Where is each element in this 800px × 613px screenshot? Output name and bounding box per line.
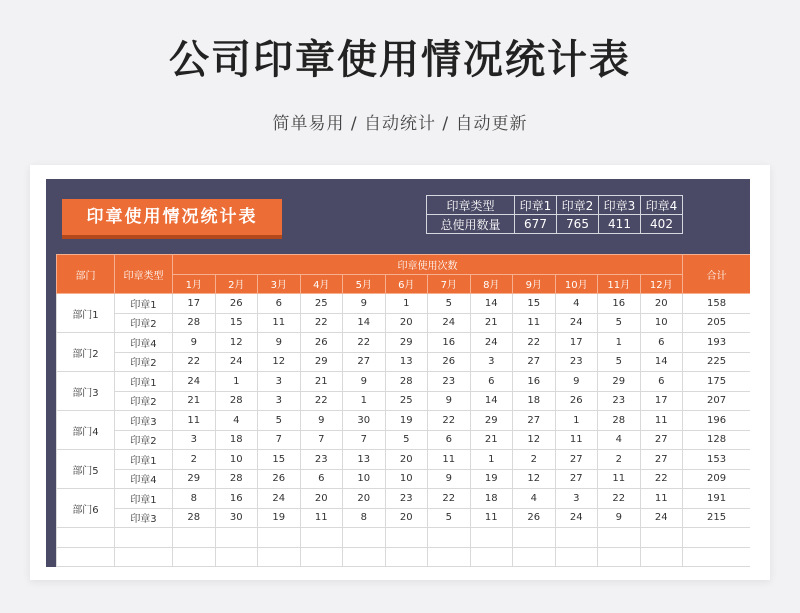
seal-type-cell[interactable]: 印章3 <box>115 508 173 528</box>
usage-cell[interactable]: 25 <box>385 391 428 411</box>
usage-cell[interactable]: 26 <box>215 294 258 314</box>
usage-cell[interactable]: 15 <box>513 294 556 314</box>
usage-cell[interactable]: 15 <box>215 313 258 333</box>
dept-cell[interactable]: 部门4 <box>57 411 115 450</box>
usage-cell[interactable]: 9 <box>173 333 216 353</box>
usage-cell[interactable]: 28 <box>215 391 258 411</box>
usage-cell[interactable]: 11 <box>640 411 683 431</box>
empty-cell[interactable] <box>300 528 343 548</box>
usage-cell[interactable]: 16 <box>428 333 471 353</box>
empty-cell[interactable] <box>428 547 471 567</box>
usage-cell[interactable]: 6 <box>428 430 471 450</box>
usage-cell[interactable]: 20 <box>300 489 343 509</box>
table-row <box>57 333 751 353</box>
summary-seal-1[interactable]: 印章1 <box>515 196 557 215</box>
table-row <box>57 372 751 392</box>
usage-cell[interactable]: 21 <box>173 391 216 411</box>
row-total-cell[interactable]: 196 <box>683 411 750 431</box>
usage-cell[interactable]: 18 <box>470 489 513 509</box>
empty-cell[interactable] <box>57 528 115 548</box>
usage-cell[interactable]: 22 <box>300 313 343 333</box>
usage-cell[interactable]: 8 <box>343 508 386 528</box>
header-month[interactable]: 6月 <box>385 274 428 294</box>
usage-cell[interactable]: 6 <box>300 469 343 489</box>
usage-cell[interactable]: 5 <box>428 508 471 528</box>
header-month[interactable]: 4月 <box>300 274 343 294</box>
header-month[interactable]: 9月 <box>513 274 556 294</box>
page-subtitle: 简单易用 / 自动统计 / 自动更新 <box>272 114 528 134</box>
usage-cell[interactable]: 30 <box>343 411 386 431</box>
seal-type-cell[interactable]: 印章1 <box>115 450 173 470</box>
empty-cell[interactable] <box>173 547 216 567</box>
header-month[interactable]: 5月 <box>343 274 386 294</box>
seal-type-cell[interactable]: 印章2 <box>115 391 173 411</box>
usage-cell[interactable]: 20 <box>343 489 386 509</box>
usage-cell[interactable]: 23 <box>300 450 343 470</box>
usage-cell[interactable]: 5 <box>258 411 301 431</box>
usage-cell[interactable]: 22 <box>598 489 641 509</box>
usage-cell[interactable]: 29 <box>470 411 513 431</box>
usage-cell[interactable]: 14 <box>470 391 513 411</box>
usage-cell[interactable]: 15 <box>258 450 301 470</box>
summary-row-total <box>427 215 683 234</box>
row-total-cell[interactable]: 205 <box>683 313 750 333</box>
summary-seal-2[interactable]: 印章2 <box>557 196 599 215</box>
usage-cell[interactable]: 21 <box>300 372 343 392</box>
usage-cell[interactable]: 4 <box>598 430 641 450</box>
usage-cell[interactable]: 16 <box>215 489 258 509</box>
usage-cell[interactable]: 12 <box>513 469 556 489</box>
usage-cell[interactable]: 6 <box>640 372 683 392</box>
usage-cell[interactable]: 3 <box>173 430 216 450</box>
usage-cell[interactable]: 3 <box>470 352 513 372</box>
usage-cell[interactable]: 24 <box>555 508 598 528</box>
usage-cell[interactable]: 3 <box>258 391 301 411</box>
seal-type-cell[interactable]: 印章2 <box>115 313 173 333</box>
table-row <box>57 391 751 411</box>
empty-cell[interactable] <box>513 528 556 548</box>
usage-cell[interactable]: 23 <box>555 352 598 372</box>
usage-cell[interactable]: 6 <box>640 333 683 353</box>
usage-cell[interactable]: 22 <box>173 352 216 372</box>
usage-cell[interactable]: 22 <box>300 391 343 411</box>
usage-cell[interactable]: 4 <box>513 489 556 509</box>
empty-cell[interactable] <box>428 528 471 548</box>
seal-type-cell[interactable]: 印章4 <box>115 333 173 353</box>
empty-cell[interactable] <box>258 547 301 567</box>
usage-cell[interactable]: 17 <box>640 391 683 411</box>
usage-cell[interactable]: 20 <box>640 294 683 314</box>
usage-cell[interactable]: 6 <box>470 372 513 392</box>
usage-cell[interactable]: 27 <box>555 450 598 470</box>
dept-cell[interactable]: 部门3 <box>57 372 115 411</box>
usage-cell[interactable]: 9 <box>428 469 471 489</box>
usage-cell[interactable]: 10 <box>215 450 258 470</box>
usage-cell[interactable]: 17 <box>555 333 598 353</box>
row-total-cell[interactable]: 191 <box>683 489 750 509</box>
usage-cell[interactable]: 29 <box>385 333 428 353</box>
empty-cell[interactable] <box>215 528 258 548</box>
empty-cell[interactable] <box>258 528 301 548</box>
summary-total-2[interactable]: 765 <box>557 215 599 234</box>
summary-total-1[interactable]: 677 <box>515 215 557 234</box>
usage-cell[interactable]: 9 <box>343 372 386 392</box>
usage-cell[interactable]: 26 <box>555 391 598 411</box>
row-total-cell[interactable]: 215 <box>683 508 750 528</box>
usage-cell[interactable]: 1 <box>555 411 598 431</box>
usage-cell[interactable]: 21 <box>470 313 513 333</box>
usage-cell[interactable]: 11 <box>513 313 556 333</box>
usage-cell[interactable]: 7 <box>258 430 301 450</box>
header-dept[interactable]: 部门 <box>57 255 115 294</box>
usage-table-head <box>57 255 751 294</box>
usage-cell[interactable]: 19 <box>470 469 513 489</box>
usage-cell[interactable]: 23 <box>428 372 471 392</box>
usage-cell[interactable]: 5 <box>598 352 641 372</box>
usage-cell[interactable]: 11 <box>640 489 683 509</box>
usage-cell[interactable]: 17 <box>173 294 216 314</box>
seal-type-cell[interactable]: 印章2 <box>115 430 173 450</box>
summary-total-3[interactable]: 411 <box>599 215 641 234</box>
usage-cell[interactable]: 1 <box>598 333 641 353</box>
empty-cell[interactable] <box>385 528 428 548</box>
usage-cell[interactable]: 9 <box>598 508 641 528</box>
usage-cell[interactable]: 14 <box>470 294 513 314</box>
empty-cell[interactable] <box>640 528 683 548</box>
dept-cell[interactable]: 部门5 <box>57 450 115 489</box>
usage-cell[interactable]: 14 <box>343 313 386 333</box>
usage-cell[interactable]: 3 <box>258 372 301 392</box>
empty-cell[interactable] <box>598 547 641 567</box>
usage-cell[interactable]: 24 <box>470 333 513 353</box>
empty-cell[interactable] <box>640 547 683 567</box>
empty-cell[interactable] <box>115 528 173 548</box>
summary-seal-3[interactable]: 印章3 <box>599 196 641 215</box>
usage-cell[interactable]: 18 <box>215 430 258 450</box>
usage-cell[interactable]: 20 <box>385 508 428 528</box>
usage-cell[interactable]: 21 <box>470 430 513 450</box>
usage-cell[interactable]: 27 <box>343 352 386 372</box>
empty-cell[interactable] <box>683 547 750 567</box>
empty-row <box>57 528 751 548</box>
usage-cell[interactable]: 11 <box>470 508 513 528</box>
usage-cell[interactable]: 1 <box>215 372 258 392</box>
usage-cell[interactable]: 9 <box>258 333 301 353</box>
row-total-cell[interactable]: 225 <box>683 352 750 372</box>
table-row <box>57 430 751 450</box>
usage-cell[interactable]: 27 <box>513 411 556 431</box>
dept-cell[interactable]: 部门1 <box>57 294 115 333</box>
usage-cell[interactable]: 10 <box>385 469 428 489</box>
usage-cell[interactable]: 26 <box>300 333 343 353</box>
table-row <box>57 450 751 470</box>
header-month[interactable]: 12月 <box>640 274 683 294</box>
usage-cell[interactable]: 1 <box>343 391 386 411</box>
row-total-cell[interactable]: 153 <box>683 450 750 470</box>
usage-cell[interactable]: 30 <box>215 508 258 528</box>
seal-type-cell[interactable]: 印章3 <box>115 411 173 431</box>
table-row <box>57 508 751 528</box>
header-month[interactable]: 2月 <box>215 274 258 294</box>
usage-cell[interactable]: 7 <box>343 430 386 450</box>
header-month[interactable]: 11月 <box>598 274 641 294</box>
usage-table-body <box>57 294 751 567</box>
usage-cell[interactable]: 16 <box>598 294 641 314</box>
usage-table <box>56 254 750 567</box>
usage-cell[interactable]: 19 <box>258 508 301 528</box>
dept-cell[interactable]: 部门6 <box>57 489 115 528</box>
table-row <box>57 313 751 333</box>
empty-cell[interactable] <box>300 547 343 567</box>
usage-cell[interactable]: 1 <box>470 450 513 470</box>
empty-cell[interactable] <box>215 547 258 567</box>
header-month[interactable]: 8月 <box>470 274 513 294</box>
header-month[interactable]: 10月 <box>555 274 598 294</box>
usage-cell[interactable]: 28 <box>173 313 216 333</box>
usage-cell[interactable]: 12 <box>258 352 301 372</box>
usage-cell[interactable]: 24 <box>428 313 471 333</box>
seal-type-cell[interactable]: 印章2 <box>115 352 173 372</box>
usage-cell[interactable]: 11 <box>555 430 598 450</box>
summary-label-type[interactable]: 印章类型 <box>427 196 515 215</box>
empty-cell[interactable] <box>598 528 641 548</box>
usage-cell[interactable]: 5 <box>598 313 641 333</box>
usage-cell[interactable]: 3 <box>555 489 598 509</box>
usage-cell[interactable]: 29 <box>173 469 216 489</box>
usage-cell[interactable]: 10 <box>640 313 683 333</box>
usage-cell[interactable]: 1 <box>385 294 428 314</box>
usage-cell[interactable]: 28 <box>173 508 216 528</box>
usage-cell[interactable]: 22 <box>513 333 556 353</box>
empty-cell[interactable] <box>555 528 598 548</box>
header-month[interactable]: 7月 <box>428 274 471 294</box>
usage-cell[interactable]: 29 <box>300 352 343 372</box>
usage-cell[interactable]: 5 <box>428 294 471 314</box>
usage-cell[interactable]: 7 <box>300 430 343 450</box>
usage-cell[interactable]: 27 <box>513 352 556 372</box>
usage-cell[interactable]: 27 <box>640 450 683 470</box>
usage-cell[interactable]: 28 <box>598 411 641 431</box>
seal-type-cell[interactable]: 印章1 <box>115 372 173 392</box>
usage-cell[interactable]: 2 <box>513 450 556 470</box>
usage-cell[interactable]: 23 <box>385 489 428 509</box>
row-total-cell[interactable]: 207 <box>683 391 750 411</box>
usage-cell[interactable]: 12 <box>215 333 258 353</box>
usage-cell[interactable]: 27 <box>640 430 683 450</box>
empty-cell[interactable] <box>513 547 556 567</box>
summary-row-type <box>427 196 683 215</box>
usage-cell[interactable]: 13 <box>385 352 428 372</box>
empty-row <box>57 547 751 567</box>
usage-cell[interactable]: 24 <box>173 372 216 392</box>
seal-type-cell[interactable]: 印章1 <box>115 489 173 509</box>
usage-cell[interactable]: 6 <box>258 294 301 314</box>
usage-cell[interactable]: 27 <box>555 469 598 489</box>
usage-cell[interactable]: 11 <box>258 313 301 333</box>
header-total[interactable]: 合计 <box>683 255 750 294</box>
usage-cell[interactable]: 22 <box>640 469 683 489</box>
usage-cell[interactable]: 9 <box>428 391 471 411</box>
usage-cell[interactable]: 13 <box>343 450 386 470</box>
usage-cell[interactable]: 26 <box>513 508 556 528</box>
usage-cell[interactable]: 5 <box>385 430 428 450</box>
usage-cell[interactable]: 19 <box>385 411 428 431</box>
row-total-cell[interactable]: 158 <box>683 294 750 314</box>
empty-cell[interactable] <box>57 547 115 567</box>
empty-cell[interactable] <box>470 528 513 548</box>
usage-cell[interactable]: 11 <box>300 508 343 528</box>
empty-cell[interactable] <box>683 528 750 548</box>
usage-cell[interactable]: 20 <box>385 313 428 333</box>
summary-seal-4[interactable]: 印章4 <box>641 196 683 215</box>
empty-cell[interactable] <box>115 547 173 567</box>
empty-cell[interactable] <box>343 547 386 567</box>
usage-cell[interactable]: 11 <box>428 450 471 470</box>
table-row <box>57 469 751 489</box>
usage-cell[interactable]: 20 <box>385 450 428 470</box>
usage-cell[interactable]: 26 <box>428 352 471 372</box>
usage-cell[interactable]: 9 <box>300 411 343 431</box>
table-row <box>57 294 751 314</box>
summary-label-total[interactable]: 总使用数量 <box>427 215 515 234</box>
empty-cell[interactable] <box>385 547 428 567</box>
seal-type-cell[interactable]: 印章1 <box>115 294 173 314</box>
usage-cell[interactable]: 24 <box>215 352 258 372</box>
usage-cell[interactable]: 22 <box>428 411 471 431</box>
usage-cell[interactable]: 24 <box>640 508 683 528</box>
usage-cell[interactable]: 22 <box>343 333 386 353</box>
sheet-banner: 印章使用情况统计表 <box>62 199 282 235</box>
usage-cell[interactable]: 14 <box>640 352 683 372</box>
usage-cell[interactable]: 2 <box>598 450 641 470</box>
empty-cell[interactable] <box>343 528 386 548</box>
usage-cell[interactable]: 24 <box>555 313 598 333</box>
usage-cell[interactable]: 8 <box>173 489 216 509</box>
table-row <box>57 489 751 509</box>
dept-cell[interactable]: 部门2 <box>57 333 115 372</box>
usage-cell[interactable]: 12 <box>513 430 556 450</box>
usage-cell[interactable]: 26 <box>258 469 301 489</box>
usage-cell[interactable]: 4 <box>555 294 598 314</box>
header-usage-count[interactable]: 印章使用次数 <box>173 255 683 275</box>
empty-cell[interactable] <box>173 528 216 548</box>
usage-cell[interactable]: 9 <box>343 294 386 314</box>
usage-cell[interactable]: 24 <box>258 489 301 509</box>
usage-cell[interactable]: 28 <box>385 372 428 392</box>
page-title: 公司印章使用情况统计表 <box>169 37 631 83</box>
spreadsheet-sheet <box>46 179 750 567</box>
header-seal-type[interactable]: 印章类型 <box>115 255 173 294</box>
seal-type-cell[interactable]: 印章4 <box>115 469 173 489</box>
empty-cell[interactable] <box>470 547 513 567</box>
row-total-cell[interactable]: 128 <box>683 430 750 450</box>
usage-cell[interactable]: 11 <box>173 411 216 431</box>
usage-cell[interactable]: 2 <box>173 450 216 470</box>
usage-cell[interactable]: 25 <box>300 294 343 314</box>
usage-cell[interactable]: 10 <box>343 469 386 489</box>
usage-cell[interactable]: 4 <box>215 411 258 431</box>
usage-cell[interactable]: 9 <box>555 372 598 392</box>
summary-table <box>426 195 683 234</box>
header-month[interactable]: 1月 <box>173 274 216 294</box>
row-total-cell[interactable]: 193 <box>683 333 750 353</box>
usage-cell[interactable]: 28 <box>215 469 258 489</box>
usage-cell[interactable]: 29 <box>598 372 641 392</box>
table-row <box>57 411 751 431</box>
header-month[interactable]: 3月 <box>258 274 301 294</box>
empty-cell[interactable] <box>555 547 598 567</box>
usage-cell[interactable]: 23 <box>598 391 641 411</box>
row-total-cell[interactable]: 175 <box>683 372 750 392</box>
summary-total-4[interactable]: 402 <box>641 215 683 234</box>
usage-cell[interactable]: 16 <box>513 372 556 392</box>
usage-cell[interactable]: 18 <box>513 391 556 411</box>
row-total-cell[interactable]: 209 <box>683 469 750 489</box>
table-row <box>57 352 751 372</box>
usage-cell[interactable]: 11 <box>598 469 641 489</box>
usage-cell[interactable]: 22 <box>428 489 471 509</box>
